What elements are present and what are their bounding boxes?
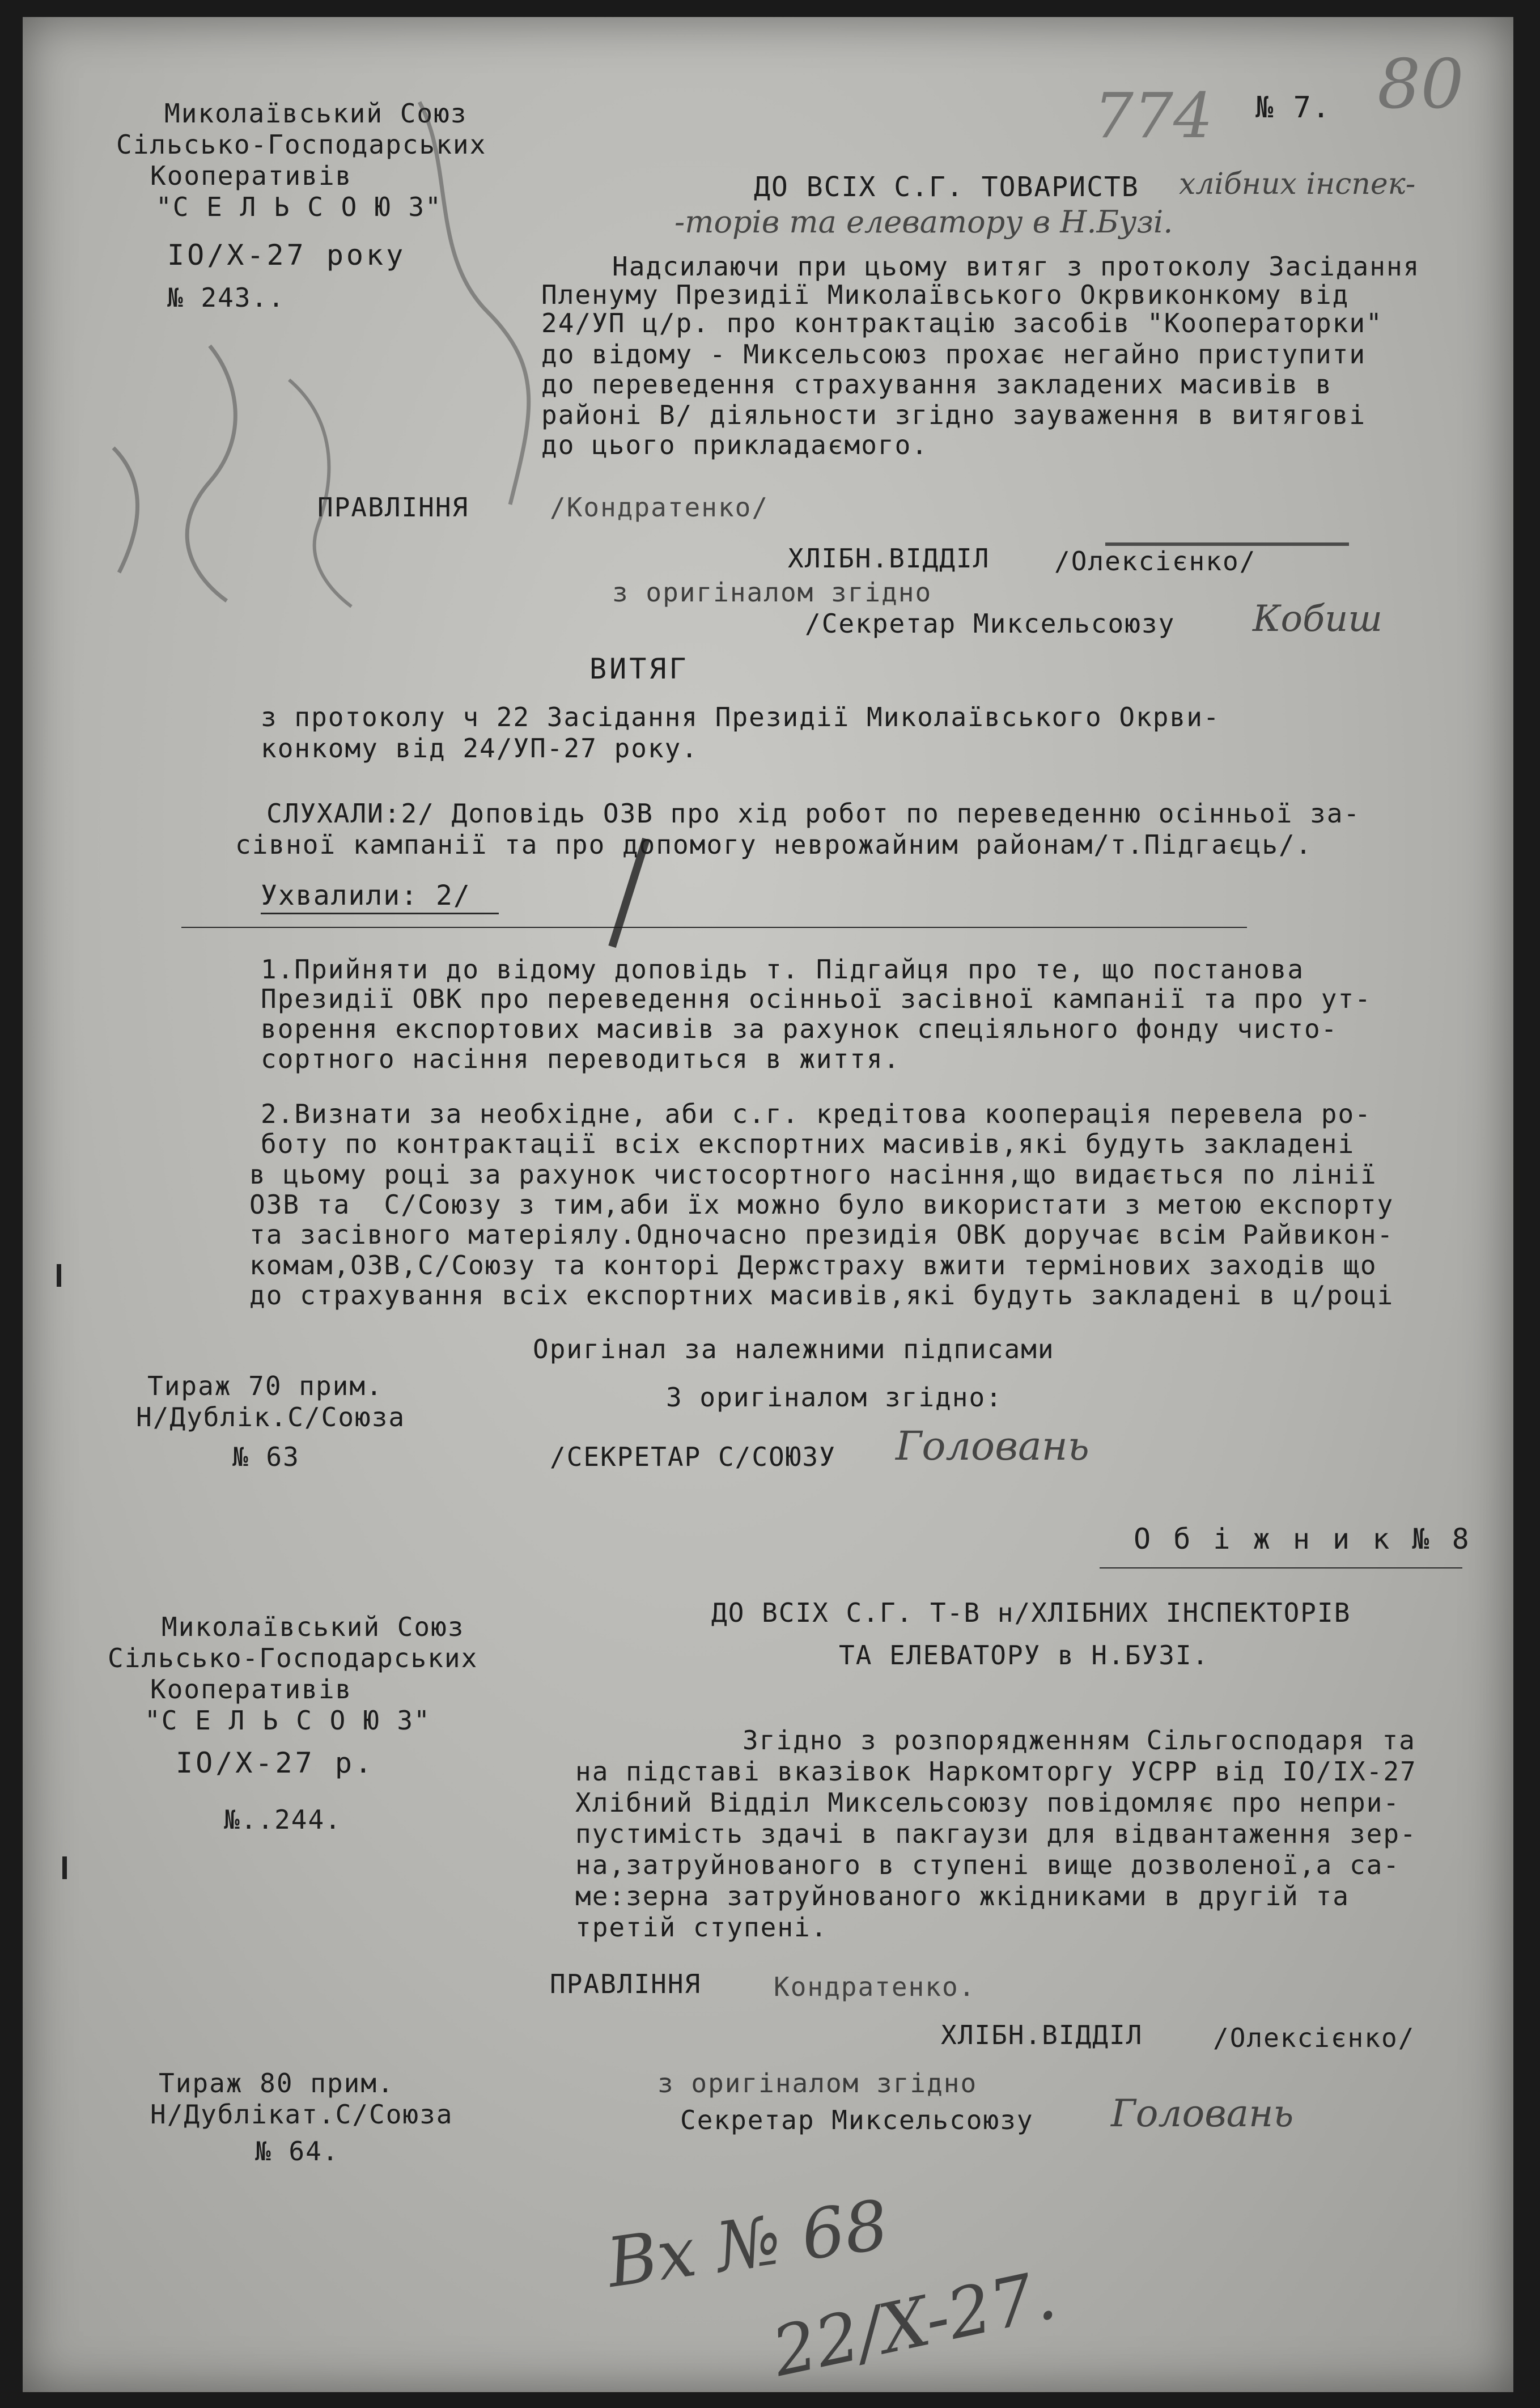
doc1-body-line: районі В/ діяльности згідно зауваження в витягові — [541, 400, 1367, 430]
doc2-sender-line: Миколаївський Союз — [162, 1612, 465, 1642]
doc1-addressee-handwritten: хлібних інспек- — [1179, 167, 1416, 201]
doc2-sender-line: "С Е Л Ь С О Ю З" — [145, 1705, 431, 1736]
doc1-dept-signature: /Олексієнко/ — [1054, 546, 1257, 576]
doc2-body-line: Згідно з розпорядженням Сільгосподаря та — [743, 1725, 1416, 1756]
doc1-sender-line: Кооперативів — [150, 160, 353, 191]
doc1-addressee: ДО ВСІХ С.Г. ТОВАРИСТВ — [754, 171, 1139, 203]
doc2-body-line: на,затруйнованого в ступені вище дозволеної,а са- — [575, 1850, 1401, 1880]
extract-point-line: сортного насіння переводиться в життя. — [261, 1044, 901, 1074]
print-run-line: Тираж 70 прим. — [147, 1371, 383, 1401]
doc2-body-line: на підставі вказівок Наркомторгу УСРР від IO/IX-27 — [575, 1756, 1417, 1787]
extract-copy-note: З оригіналом згідно: — [666, 1382, 1003, 1413]
doc1-body-line: до відому - Миксельсоюз прохає негайно приступити — [541, 339, 1367, 370]
doc1-date: IO/Х-27 року — [167, 239, 406, 272]
extract-point-line: Президії ОВК про переведення осінньої засівної кампанії та про ут- — [261, 983, 1372, 1014]
extract-point-line: 1.Прийняти до відому доповідь т. Підгайця про те, що постанова — [261, 954, 1305, 985]
doc1-sender-line: "С Е Л Ь С О Ю З" — [156, 192, 442, 222]
doc1-body-line: до цього прикладаємого. — [541, 430, 928, 460]
doc1-secretary-signature: Кобиш — [1253, 598, 1382, 640]
extract-point-line: комам,ОЗВ,С/Союзу та конторі Держстраху вжити термінових заходів що — [249, 1250, 1377, 1281]
extract-point-line: 2.Визнати за необхідне, аби с.г. кредітова кооперація перевела ро- — [261, 1099, 1372, 1129]
extract-intro-line: конкому від 24/УП-27 року. — [261, 733, 699, 764]
doc2-sender-line: Сільсько-Господарських — [108, 1643, 478, 1673]
extract-secretary-signature: Головань — [896, 1423, 1089, 1469]
doc1-sender-line: Сільсько-Господарських — [116, 129, 487, 160]
document-sheet — [23, 17, 1513, 2392]
doc1-body-line: Пленуму Президії Миколаївського Окрвиконкому від — [541, 279, 1350, 310]
doc2-dept-label: ХЛІБН.ВІДДІЛ — [941, 2020, 1143, 2050]
doc1-board-signature: /Кондратенко/ — [550, 492, 769, 523]
extract-point-line: в цьому році за рахунок чистосортного насіння,що видається по лінії — [249, 1159, 1377, 1190]
corner-scrawl: 774 — [1094, 79, 1213, 152]
doc2-addressee-line: ДО ВСІХ С.Г. Т-В н/ХЛІБНИХ ІНСПЕКТОРІВ — [711, 1597, 1351, 1628]
print-run-line: № 63 — [232, 1442, 300, 1472]
doc1-body-line: Надсилаючи при цьому витяг з протоколу Засідання — [612, 251, 1420, 282]
doc2-circular-title: О б і ж н и к № 8 — [1134, 1523, 1472, 1555]
extract-point-line: боту по контрактації всіх експортних масивів,які будуть закладені — [261, 1129, 1355, 1159]
doc2-body-line: Хлібний Відділ Миксельсоюзу повідомляє про непри- — [575, 1787, 1401, 1818]
pencil-marks — [23, 17, 1513, 2392]
registration-date: 22/X-27. — [766, 2255, 1063, 2392]
print-run-line: Н/Дублікат.С/Союза — [150, 2099, 453, 2130]
print-run-line: № 64. — [255, 2136, 340, 2167]
doc2-dept-signature: /Олексієнко/ — [1213, 2023, 1415, 2053]
doc2-board-signature: Кондратенко. — [774, 1972, 976, 2002]
extract-point-line: та засівного матеріялу.Одночасно президія ОВК доручає всім Райвикон- — [249, 1219, 1394, 1250]
extract-title: ВИТЯГ — [589, 652, 689, 685]
doc2-date: IO/Х-27 р. — [176, 1746, 375, 1779]
doc1-body-line: 24/УП ц/р. про контрактацію засобів "Кооператорки" — [541, 308, 1383, 338]
doc2-secretary: Секретар Миксельсоюзу — [680, 2105, 1034, 2135]
doc2-body-line: пустимість здачі в пакгаузи для відвантаження зер- — [575, 1818, 1417, 1849]
doc1-dept-label: ХЛІБН.ВІДДІЛ — [788, 543, 990, 574]
extract-point-line: ОЗВ та С/Союзу з тим,аби їх можно було використати з метою експорту — [249, 1189, 1394, 1220]
print-run-line: Н/Дублік.С/Союза — [136, 1402, 406, 1432]
print-run-line: Тираж 80 прим. — [159, 2068, 394, 2098]
doc1-secretary: /Секретар Миксельсоюзу — [805, 608, 1176, 639]
doc2-body-line: третій ступені. — [575, 1912, 828, 1943]
doc2-body-line: ме:зерна затруйнованого жкідниками в другій та — [575, 1881, 1350, 1911]
extract-original-note: Оригінал за належними підписами — [533, 1334, 1055, 1364]
doc2-sender-line: Кооперативів — [150, 1674, 353, 1705]
doc2-addressee-line: ТА ЕЛЕВАТОРУ в Н.БУЗІ. — [839, 1640, 1210, 1671]
doc1-body-line: до переведення страхування закладених масивів в — [541, 369, 1333, 400]
doc1-true-copy: з оригіналом згідно — [612, 577, 932, 608]
doc1-sender-line: Миколаївський Союз — [164, 98, 468, 129]
extract-heard-line: СЛУХАЛИ:2/ Доповідь ОЗВ про хід робот по переведенню осінньої за- — [266, 798, 1361, 829]
doc2-true-copy: з оригіналом згідно — [657, 2068, 978, 2098]
extract-secretary: /СЕКРЕТАР С/СОЮЗУ — [550, 1442, 836, 1472]
extract-resolved-label: Ухвалили: 2/ — [261, 880, 471, 912]
extract-heard-line: сівної кампанії та про допомогу неврожайним районам/т.Підгаєць/. — [235, 829, 1313, 860]
extract-point-line: до страхування всіх експортних масивів,які будуть закладені в ц/році — [249, 1280, 1394, 1311]
extract-point-line: ворення експортових масивів за рахунок спеціяльного фонду чисто- — [261, 1014, 1338, 1044]
doc1-board-label: ПРАВЛІННЯ — [317, 492, 469, 523]
doc1-addressee-handwritten: -торів та елеватору в Н.Бузі. — [674, 204, 1173, 240]
doc2-secretary-signature: Головань — [1111, 2092, 1294, 2135]
doc2-number: №..244. — [224, 1804, 342, 1835]
handwritten-page-number: 80 — [1377, 45, 1464, 124]
page-number: № 7. — [1255, 91, 1331, 125]
extract-intro-line: з протоколу ч 22 Засідання Президії Миколаївського Окрви- — [261, 702, 1220, 732]
registration-incoming-number: Вх № 68 — [602, 2185, 893, 2304]
doc2-board-label: ПРАВЛІННЯ — [550, 1969, 702, 1999]
doc1-number: № 243.. — [167, 282, 285, 313]
